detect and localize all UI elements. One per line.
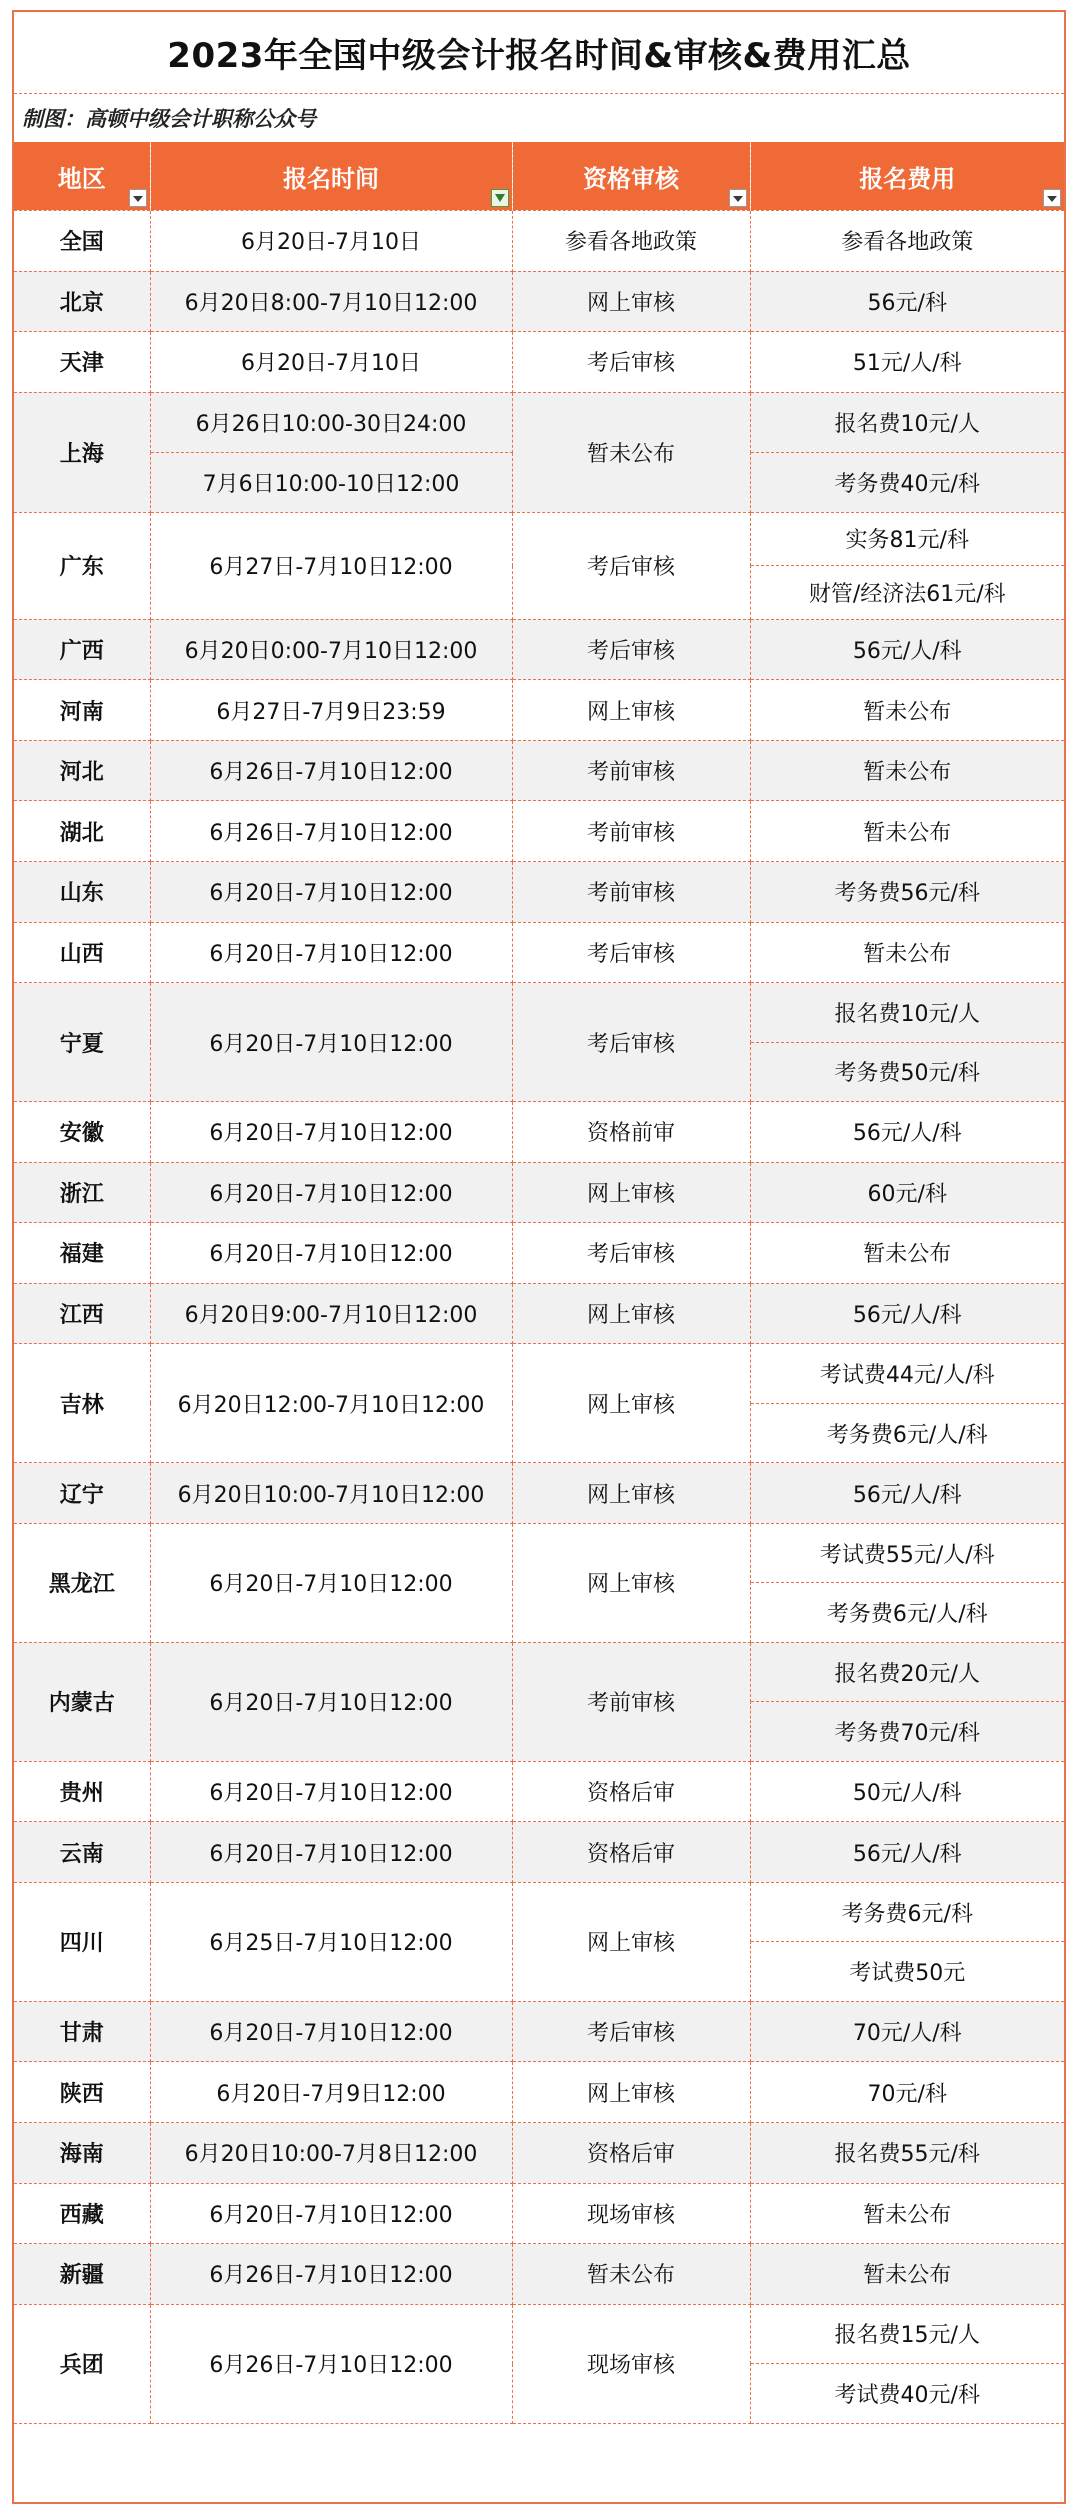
cell-fee: 暂未公布 xyxy=(750,2244,1064,2305)
cell-time: 6月26日-7月10日12:00 xyxy=(150,740,512,801)
cell-fee: 70元/科 xyxy=(750,2062,1064,2123)
header-review xyxy=(512,142,750,211)
cell-time: 6月20日-7月10日12:00 xyxy=(150,862,512,923)
cell-fee: 暂未公布 xyxy=(750,680,1064,741)
cell-time: 6月20日-7月10日12:00 xyxy=(150,2183,512,2244)
header-region xyxy=(14,142,150,211)
cell-region: 浙江 xyxy=(14,1162,150,1223)
sheet-title: 2023年全国中级会计报名时间&审核&费用汇总 xyxy=(14,12,1064,94)
cell-fee: 报名费20元/人 xyxy=(750,1642,1064,1702)
cell-review: 考后审核 xyxy=(512,2001,750,2062)
header-review-label: 资格审核 xyxy=(583,164,679,193)
filter-dropdown-icon[interactable] xyxy=(1043,189,1061,207)
cell-time: 6月20日-7月10日 xyxy=(150,332,512,393)
cell-fee: 考试费40元/科 xyxy=(750,2364,1064,2424)
cell-fee: 考务费56元/科 xyxy=(750,862,1064,923)
cell-region: 天津 xyxy=(14,332,150,393)
cell-region: 四川 xyxy=(14,1882,150,2001)
cell-review: 现场审核 xyxy=(512,2304,750,2423)
cell-time: 6月20日8:00-7月10日12:00 xyxy=(150,271,512,332)
cell-region: 江西 xyxy=(14,1283,150,1344)
filter-dropdown-icon[interactable] xyxy=(729,189,747,207)
cell-review: 网上审核 xyxy=(512,680,750,741)
table-row xyxy=(14,2183,1064,2244)
cell-time: 6月20日-7月10日12:00 xyxy=(150,922,512,983)
cell-review: 暂未公布 xyxy=(512,392,750,512)
cell-review: 现场审核 xyxy=(512,2183,750,2244)
header-time xyxy=(150,142,512,211)
table-row xyxy=(14,332,1064,393)
cell-review: 网上审核 xyxy=(512,1523,750,1642)
cell-time: 6月20日-7月10日12:00 xyxy=(150,983,512,1102)
cell-region: 广东 xyxy=(14,512,150,619)
cell-review: 资格后审 xyxy=(512,2123,750,2184)
cell-review: 考前审核 xyxy=(512,801,750,862)
table-row xyxy=(14,1882,1064,1942)
cell-fee: 报名费10元/人 xyxy=(750,983,1064,1043)
header-region-label: 地区 xyxy=(57,164,106,193)
table-row xyxy=(14,983,1064,1043)
cell-review: 考后审核 xyxy=(512,1223,750,1284)
cell-time: 6月20日10:00-7月8日12:00 xyxy=(150,2123,512,2184)
fee-table xyxy=(14,142,1064,2424)
cell-fee: 暂未公布 xyxy=(750,2183,1064,2244)
cell-fee: 考务费6元/人/科 xyxy=(750,1583,1064,1643)
cell-fee: 报名费10元/人 xyxy=(750,392,1064,452)
table-row xyxy=(14,512,1064,566)
cell-region: 新疆 xyxy=(14,2244,150,2305)
cell-review: 考后审核 xyxy=(512,983,750,1102)
cell-time: 6月26日-7月10日12:00 xyxy=(150,801,512,862)
table-row xyxy=(14,2304,1064,2364)
cell-fee: 51元/人/科 xyxy=(750,332,1064,393)
cell-fee: 考务费6元/科 xyxy=(750,1882,1064,1942)
cell-fee: 暂未公布 xyxy=(750,1223,1064,1284)
header-fee-label: 报名费用 xyxy=(859,164,956,193)
filter-dropdown-icon[interactable] xyxy=(129,189,147,207)
cell-time: 6月26日-7月10日12:00 xyxy=(150,2304,512,2423)
cell-fee: 56元/人/科 xyxy=(750,1102,1064,1163)
cell-time: 6月20日-7月10日12:00 xyxy=(150,1642,512,1761)
table-row xyxy=(14,1523,1064,1583)
cell-fee: 考试费55元/人/科 xyxy=(750,1523,1064,1583)
cell-region: 河北 xyxy=(14,740,150,801)
cell-review: 考后审核 xyxy=(512,922,750,983)
cell-fee: 考试费50元 xyxy=(750,1942,1064,2002)
cell-region: 广西 xyxy=(14,619,150,680)
cell-region: 宁夏 xyxy=(14,983,150,1102)
cell-time: 6月27日-7月10日12:00 xyxy=(150,512,512,619)
cell-fee: 56元/人/科 xyxy=(750,1463,1064,1524)
cell-fee: 报名费55元/科 xyxy=(750,2123,1064,2184)
cell-review: 网上审核 xyxy=(512,271,750,332)
cell-region: 兵团 xyxy=(14,2304,150,2423)
cell-time: 6月27日-7月9日23:59 xyxy=(150,680,512,741)
cell-region: 山西 xyxy=(14,922,150,983)
table-row xyxy=(14,392,1064,452)
cell-fee: 考务费40元/科 xyxy=(750,452,1064,512)
table-row xyxy=(14,1822,1064,1883)
cell-time: 7月6日10:00-10日12:00 xyxy=(150,452,512,512)
table-row xyxy=(14,801,1064,862)
table-row xyxy=(14,211,1064,272)
cell-region: 山东 xyxy=(14,862,150,923)
table-body xyxy=(14,211,1064,2424)
cell-time: 6月20日12:00-7月10日12:00 xyxy=(150,1344,512,1463)
cell-time: 6月20日-7月10日12:00 xyxy=(150,2001,512,2062)
cell-time: 6月20日-7月10日12:00 xyxy=(150,1102,512,1163)
cell-region: 甘肃 xyxy=(14,2001,150,2062)
cell-fee: 56元/人/科 xyxy=(750,619,1064,680)
cell-region: 河南 xyxy=(14,680,150,741)
cell-review: 参看各地政策 xyxy=(512,211,750,272)
table-row xyxy=(14,271,1064,332)
cell-fee: 考务费50元/科 xyxy=(750,1042,1064,1102)
cell-region: 湖北 xyxy=(14,801,150,862)
cell-review: 网上审核 xyxy=(512,1344,750,1463)
cell-review: 网上审核 xyxy=(512,1283,750,1344)
cell-time: 6月20日-7月10日 xyxy=(150,211,512,272)
cell-fee: 56元/人/科 xyxy=(750,1283,1064,1344)
cell-review: 考前审核 xyxy=(512,862,750,923)
cell-region: 陕西 xyxy=(14,2062,150,2123)
cell-fee: 财管/经济法61元/科 xyxy=(750,566,1064,620)
cell-region: 西藏 xyxy=(14,2183,150,2244)
cell-fee: 考务费70元/科 xyxy=(750,1702,1064,1762)
cell-region: 吉林 xyxy=(14,1344,150,1463)
header-time-label: 报名时间 xyxy=(283,164,379,193)
table-row xyxy=(14,2244,1064,2305)
table-row xyxy=(14,1223,1064,1284)
header-fee xyxy=(750,142,1064,211)
table-row xyxy=(14,1463,1064,1524)
cell-review: 网上审核 xyxy=(512,1882,750,2001)
cell-fee: 报名费15元/人 xyxy=(750,2304,1064,2364)
cell-review: 考前审核 xyxy=(512,740,750,801)
cell-region: 上海 xyxy=(14,392,150,512)
table-row xyxy=(14,2001,1064,2062)
sheet-credit: 制图：高顿中级会计职称公众号 xyxy=(22,107,316,131)
cell-fee: 实务81元/科 xyxy=(750,512,1064,566)
cell-time: 6月20日-7月10日12:00 xyxy=(150,1822,512,1883)
cell-region: 云南 xyxy=(14,1822,150,1883)
cell-time: 6月26日10:00-30日24:00 xyxy=(150,392,512,452)
cell-review: 暂未公布 xyxy=(512,2244,750,2305)
cell-region: 内蒙古 xyxy=(14,1642,150,1761)
cell-fee: 60元/科 xyxy=(750,1162,1064,1223)
cell-review: 网上审核 xyxy=(512,1463,750,1524)
cell-review: 资格前审 xyxy=(512,1102,750,1163)
cell-time: 6月20日-7月9日12:00 xyxy=(150,2062,512,2123)
cell-time: 6月20日10:00-7月10日12:00 xyxy=(150,1463,512,1524)
table-row xyxy=(14,680,1064,741)
cell-fee: 暂未公布 xyxy=(750,801,1064,862)
table-row xyxy=(14,1102,1064,1163)
cell-review: 考后审核 xyxy=(512,512,750,619)
cell-fee: 50元/人/科 xyxy=(750,1761,1064,1822)
table-row xyxy=(14,1162,1064,1223)
table-row xyxy=(14,922,1064,983)
cell-review: 考后审核 xyxy=(512,332,750,393)
cell-region: 北京 xyxy=(14,271,150,332)
cell-time: 6月26日-7月10日12:00 xyxy=(150,2244,512,2305)
cell-region: 辽宁 xyxy=(14,1463,150,1524)
cell-review: 资格后审 xyxy=(512,1822,750,1883)
cell-region: 贵州 xyxy=(14,1761,150,1822)
filter-active-icon[interactable] xyxy=(491,189,509,207)
table-row xyxy=(14,1283,1064,1344)
cell-region: 黑龙江 xyxy=(14,1523,150,1642)
cell-fee: 56元/科 xyxy=(750,271,1064,332)
table-row xyxy=(14,1761,1064,1822)
cell-review: 考前审核 xyxy=(512,1642,750,1761)
header-row xyxy=(14,142,1064,211)
cell-fee: 参看各地政策 xyxy=(750,211,1064,272)
cell-fee: 70元/人/科 xyxy=(750,2001,1064,2062)
cell-time: 6月20日9:00-7月10日12:00 xyxy=(150,1283,512,1344)
cell-review: 资格后审 xyxy=(512,1761,750,1822)
fee-summary-sheet xyxy=(12,10,1066,2504)
cell-review: 网上审核 xyxy=(512,1162,750,1223)
cell-region: 全国 xyxy=(14,211,150,272)
cell-region: 福建 xyxy=(14,1223,150,1284)
table-row xyxy=(14,619,1064,680)
cell-time: 6月20日0:00-7月10日12:00 xyxy=(150,619,512,680)
cell-review: 网上审核 xyxy=(512,2062,750,2123)
table-row xyxy=(14,1642,1064,1702)
cell-time: 6月25日-7月10日12:00 xyxy=(150,1882,512,2001)
cell-time: 6月20日-7月10日12:00 xyxy=(150,1162,512,1223)
cell-region: 安徽 xyxy=(14,1102,150,1163)
cell-time: 6月20日-7月10日12:00 xyxy=(150,1761,512,1822)
cell-time: 6月20日-7月10日12:00 xyxy=(150,1223,512,1284)
cell-fee: 考务费6元/人/科 xyxy=(750,1403,1064,1463)
table-row xyxy=(14,2123,1064,2184)
cell-fee: 56元/人/科 xyxy=(750,1822,1064,1883)
cell-fee: 暂未公布 xyxy=(750,922,1064,983)
cell-fee: 暂未公布 xyxy=(750,740,1064,801)
cell-review: 考后审核 xyxy=(512,619,750,680)
table-row xyxy=(14,2062,1064,2123)
cell-fee: 考试费44元/人/科 xyxy=(750,1344,1064,1404)
cell-time: 6月20日-7月10日12:00 xyxy=(150,1523,512,1642)
table-row xyxy=(14,862,1064,923)
table-row xyxy=(14,740,1064,801)
table-row xyxy=(14,1344,1064,1404)
cell-region: 海南 xyxy=(14,2123,150,2184)
